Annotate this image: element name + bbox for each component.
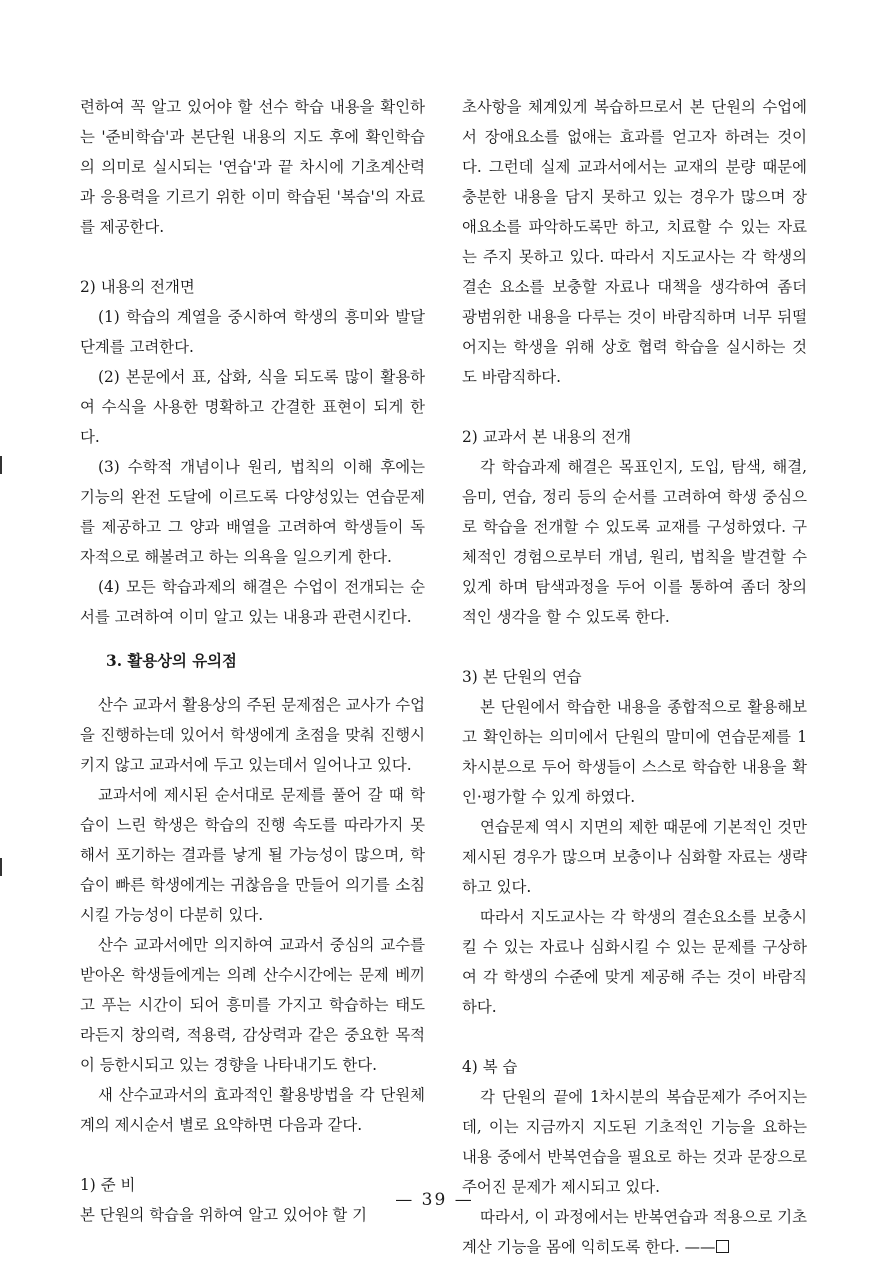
body-paragraph: 교과서에 제시된 순서대로 문제를 풀어 갈 때 학습이 느린 학생은 학습의 진행 속도를 따라가지 못해서 포기하는 결과를 낳게 될 가능성이 많으며, 학습이 빠른 학생에게는 귀찮음을 만들어 의기를 소침시킬 가능성이 다분히 있다.: [80, 786, 425, 924]
body-paragraph: 련하여 꼭 알고 있어야 할 선수 학습 내용을 확인하는 '준비학습'과 본단원 내용의 지도 후에 확인학습의 의미로 실시되는 '연습'과 끝 차시에 기초계산력과 응용력을 기르기 위한 이미 학습된 '복습'의 자료를 제공한다.: [80, 98, 425, 236]
body-paragraph: 새 산수교과서의 효과적인 활용방법을 각 단원체계의 제시순서 별로 요약하면 다음과 같다.: [80, 1086, 425, 1134]
body-paragraph: (2) 본문에서 표, 삽화, 식을 되도록 많이 활용하여 수식을 사용한 명확하고 간결한 표현이 되게 한다.: [80, 368, 425, 446]
paragraph-text: 따라서, 이 과정에서는 반복연습과 적용으로 기초계산 기능을 몸에 익히도록 한다. ——: [462, 1208, 807, 1256]
body-paragraph: 각 단원의 끝에 1차시분의 복습문제가 주어지는데, 이는 지금까지 지도된 기초적인 기능을 요하는 내용 중에서 반복연습을 필요로 하는 것과 문장으로 주어진 문제가 제시되고 있다.: [462, 1088, 807, 1196]
subsection-heading: 2) 교과서 본 내용의 전개: [462, 428, 632, 446]
paragraph-gap: [80, 1140, 425, 1170]
body-paragraph: 본 단원에서 학습한 내용을 종합적으로 활용해보고 확인하는 의미에서 단원의 말미에 연습문제를 1차시분으로 두어 학생들이 스스로 학습한 내용을 확인·평가할 수 있게 하였다.: [462, 698, 807, 806]
body-paragraph: 초사항을 체계있게 복습하므로서 본 단원의 수업에서 장애요소를 없애는 효과를 얻고자 하려는 것이다. 그런데 실제 교과서에서는 교재의 분량 때문에 충분한 내용을 담지 못하고 있는 경우가 많으며 장애요소를 파악하도록만 하고, 치료할 수 있는 자료는 주지 못하고 있다. 따라서 지도교사는 각 학생의 결손 요소를 보충할 자료나 대책을 생각하여 좀더 광범위한 내용을 다루는 것이 바람직하며 너무 뒤떨어지는 학생을 위해 상호 협력 학습을 실시하는 것도 바람직하다.: [462, 98, 807, 386]
body-paragraph: (3) 수학적 개념이나 원리, 법칙의 이해 후에는 기능의 완전 도달에 이르도록 다양성있는 연습문제를 제공하고 그 양과 배열을 고려하여 학생들이 독자적으로 해볼려고 하는 의욕을 일으키게 한다.: [80, 458, 425, 566]
section-heading: 3. 활용상의 유의점: [106, 652, 237, 670]
body-paragraph: [462, 1202, 807, 1262]
subsection-heading: 2) 내용의 전개면: [80, 278, 195, 296]
body-paragraph: 따라서 지도교사는 각 학생의 결손요소를 보충시킬 수 있는 자료나 심화시킬 수 있는 문제를 구상하여 각 학생의 수준에 맞게 제공해 주는 것이 바람직하다.: [462, 908, 807, 1016]
body-paragraph: 각 학습과제 해결은 목표인지, 도입, 탐색, 해결, 음미, 연습, 정리 등의 순서를 고려하여 학생 중심으로 학습을 전개할 수 있도록 교재를 구성하였다. 구체적인 경험으로부터 개념, 원리, 법칙을 발견할 수 있게 하며 탐색과정을 두어 이를 통하여 좀더 창의적인 생각을 할 수 있도록 한다.: [462, 458, 807, 626]
left-column: [80, 92, 425, 1230]
paragraph-gap: [80, 676, 425, 690]
body-paragraph: 산수 교과서에만 의지하여 교과서 중심의 교수를 받아온 학생들에게는 의례 산수시간에는 문제 베끼고 푸는 시간이 되어 흥미를 가지고 학습하는 태도라든지 창의력, 적용력, 감상력과 같은 중요한 목적이 등한시되고 있는 경향을 나타내기도 한다.: [80, 936, 425, 1074]
subsection-heading: 1) 준 비: [80, 1176, 136, 1194]
paragraph-gap: [462, 1022, 807, 1052]
subsection-heading: 3) 본 단원의 연습: [462, 668, 582, 686]
body-paragraph: 연습문제 역시 지면의 제한 때문에 기본적인 것만 제시된 경우가 많으며 보충이나 심화할 자료는 생략하고 있다.: [462, 818, 807, 896]
page-number: — 39 —: [395, 1190, 474, 1210]
subsection-heading: 4) 복 습: [462, 1058, 518, 1076]
paragraph-gap: [462, 392, 807, 422]
scan-edge-mark: [0, 858, 2, 876]
end-mark-icon: [716, 1240, 729, 1253]
body-paragraph: (4) 모든 학습과제의 해결은 수업이 전개되는 순서를 고려하여 이미 알고 있는 내용과 관련시킨다.: [80, 578, 425, 626]
paragraph-gap: [80, 632, 425, 646]
body-paragraph: (1) 학습의 계열을 중시하여 학생의 흥미와 발달 단계를 고려한다.: [80, 308, 425, 356]
scan-edge-mark: [0, 456, 2, 474]
right-column: [462, 92, 807, 1262]
paragraph-gap: [462, 632, 807, 662]
body-paragraph: 산수 교과서 활용상의 주된 문제점은 교사가 수업을 진행하는데 있어서 학생에게 초점을 맞춰 진행시키지 않고 교과서에 두고 있는데서 일어나고 있다.: [80, 696, 425, 774]
paragraph-gap: [80, 242, 425, 272]
body-paragraph: 본 단원의 학습을 위하여 알고 있어야 할 기: [80, 1206, 367, 1224]
